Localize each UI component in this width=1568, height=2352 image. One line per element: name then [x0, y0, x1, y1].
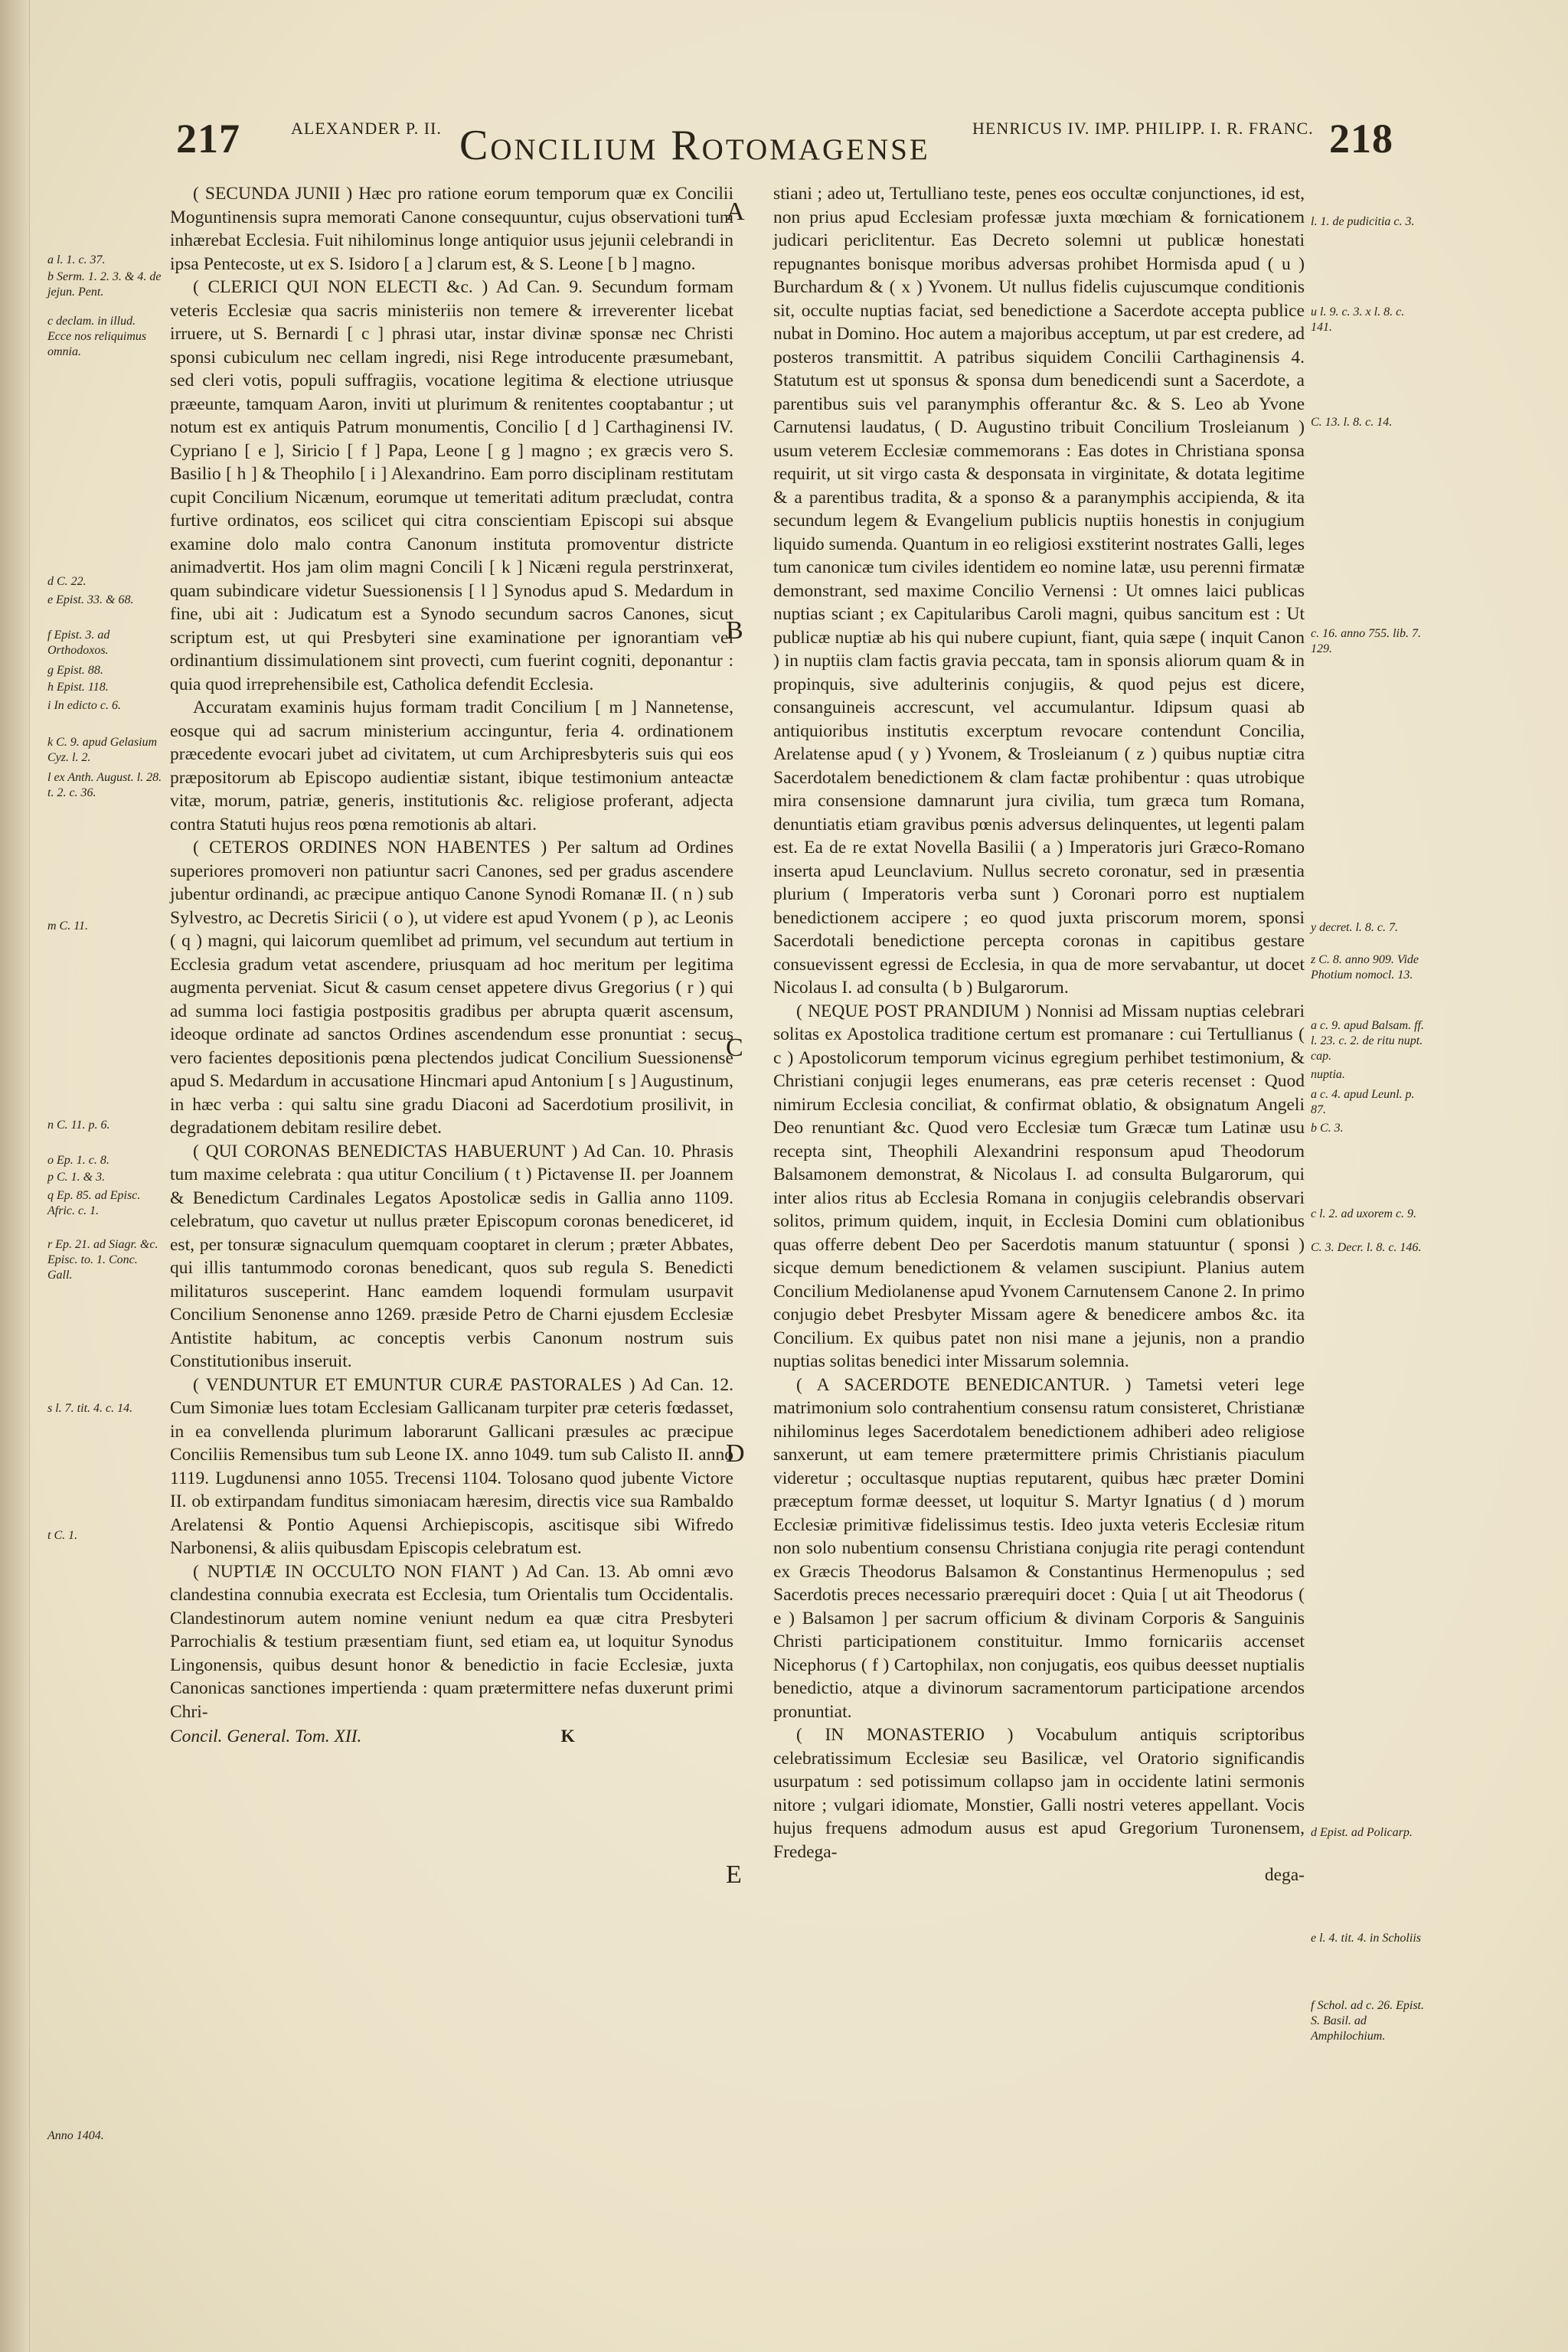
margin-note: d Epist. ad Policarp.	[1311, 1826, 1413, 1839]
gathering-mark: K	[560, 1726, 575, 1746]
margin-note: l ex Anth. August. l. 28. t. 2. c. 36.	[47, 771, 162, 799]
paragraph: ( IN MONASTERIO ) Vocabulum antiquis scriptoribus celebratissimum Ecclesiæ seu Basilicæ, vel Oratorio significandis usurpatum : sed potissimum collapso jam in occidente latini sermonis nitore ; vulgari idiomate, Monstier, Galli nostri veteres appellant. Vocis hujus frequens admodum ausus est apud Gregorium Turonensem, Fredega-	[773, 1725, 1305, 1862]
running-header	[176, 115, 1393, 191]
section-letter-a: A	[726, 198, 745, 226]
catchword: dega-	[1264, 1865, 1305, 1885]
section-letter-d: D	[726, 1439, 745, 1468]
paragraph: ( A SACERDOTE BENEDICANTUR. ) Tametsi veteri lege matrimonium solo contrahentium consensu ratum consisteret, Christianæ nihilominus leges Sacerdotalem benedictionem adhiberi adeo religiose sanxerunt, ut eam temere prætermittere primis Christianis piaculum videretur ; occultasque nuptias reputarent, quibus hæc præter Domini præceptum formæ deesset, ut loquitur S. Martyr Ignatius ( d ) morum Ecclesiæ primitivæ fidelissimus testis. Ideo juxta veteris Ecclesiæ ritum non solo nubentium consensu Christiana conjugia rite peragi contendunt ex Græcis Theodorus Balsamon & Constantinus Hermenopulus ; sed Sacerdotis preces necessario prærequiri docet : Quia [ ut ait Theodorus ( e ) Balsamon ] per sacrum officium & divinam Corporis & Sanguinis Christi participationem constituitur. Immo fornicariis accenset Nicephorus ( f ) Cartophilax, non conjugatis, eos quibus deesset nuptialis benedictio, atque a divinorum sacramentorum participatione arcendos pronuntiat.	[773, 1374, 1305, 1722]
paragraph: ( CLERICI QUI NON ELECTI &c. ) Ad Can. 9. Secundum formam veteris Ecclesiæ qua sacris ministeriis non temere & irreverenter licebat irruere, ut S. Bernardi [ c ] phrasi utar, instar divinæ sponsæ nec Christi sponsi cubiculum nec cellam ingredi, nisi Rege introducente præsumebant, sed cleri votis, populi suffragiis, vocatione legitima & electione utriusque præeunte, tamquam Aaron, inviti ut plurimum & renitentes cooptabantur ; ut notum est ex antiquis Patrum monumentis, Concilio [ d ] Carthaginensi IV. Cypriano [ e ], Siricio [ f ] Papa, Leone [ g ] magno ; ex græcis vero S. Basilio [ h ] & Theophilo [ i ] Alexandrino. Eam porro disciplinam restitutam cupit Concilium Nicænum, eorumque ut temeritati aditum præcludat, contra furtive ordinatos, eos scilicet qui citra conscientiam Episcopi sui absque examine dolo malo contra Canonum instituta promoventur districte animadvertit. Hos jam olim magni Concili [ k ] Nicæni regula perstrinxerat, quam subindicare videtur Suessionensis [ l ] Synodus apud S. Medardum in fine, ubi ait : Judicatum est a Synodo secundum sacros Canones, sicut scriptum est, ut qui Presbyteri sine examinatione per ignorantiam vel ordinantium dissimulationem sint provecti, cum fuerint cogniti, deponantur : quia quod irreprehensibile est, Catholica defendit Ecclesia.	[170, 277, 733, 694]
paragraph: ( VENDUNTUR ET EMUNTUR CURÆ PASTORALES ) Ad Can. 12. Cum Simoniæ lues totam Ecclesiam Gallicanam turpiter præ ceteris fœdasset, in ea convellenda plurimum laborarunt Gallicani præsules ac præcipue Conciliis Remensibus tum sub Leone IX. anno 1049. tum sub Calisto II. anno 1119. Lugdunensi anno 1055. Trecensi 1104. Tolosano quod jubente Victore II. ob extirpandam funditus simoniacam hæresim, directis vice sua Rambaldo Arelatensi & Pontio Aquensi Archiepiscopis, ascitisque sibi Wifredo Narbonensi, & aliis quibusdam Episcopis celebratum est.	[170, 1374, 733, 1558]
margin-note: u l. 9. c. 3. x l. 8. c. 141.	[1311, 305, 1405, 334]
paragraph: ( SECUNDA JUNII ) Hæc pro ratione eorum temporum quæ ex Concilii Moguntinensis supra memorati Canone consequuntur, cujus observationi tum inhærebat Ecclesia. Fuit nihilominus longe antiquior usus jejunii celebrandi in ipsa Pentecoste, ut ex S. Isidoro [ a ] clarum est, & S. Leone [ b ] magno.	[170, 184, 733, 274]
margin-note: C. 3. Decr. l. 8. c. 146.	[1311, 1241, 1422, 1254]
left-column	[170, 182, 733, 1749]
margin-note: c declam. in illud. Ecce nos reliquimus omnia.	[47, 315, 147, 358]
margin-note: k C. 9. apud Gelasium Cyz. l. 2.	[47, 736, 158, 764]
margin-note: m C. 11.	[47, 920, 89, 933]
margin-note: q Ep. 85. ad Episc. Afric. c. 1.	[47, 1189, 141, 1217]
margin-note: d C. 22.	[47, 575, 87, 588]
margin-note: f Epist. 3. ad Orthodoxos.	[47, 629, 110, 657]
margin-note: f Schol. ad c. 26. Epist. S. Basil. ad Amphilochium.	[1311, 1999, 1424, 2043]
margin-note: g Epist. 88.	[47, 664, 103, 677]
margin-note: r Ep. 21. ad Siagr. &c. Episc. to. 1. Conc. Gall.	[47, 1238, 158, 1282]
margin-note: z C. 8. anno 909. Vide Photium nomocl. 13.	[1311, 953, 1419, 982]
margin-note: s l. 7. tit. 4. c. 14.	[47, 1402, 133, 1415]
paragraph: ( CETEROS ORDINES NON HABENTES ) Per saltum ad Ordines superiores promoveri non patiuntur sacri Canones, sed per gradus ascendere jubentur ordinandi, ac præcipue antiquo Canone Synodi Romanæ II. ( n ) sub Sylvestro, ac Decretis Siricii ( o ), ut videre est apud Yvonem ( p ), ac Leonis ( q ) magni, qui laicorum quemlibet ad primum, vel secundum aut tertium in Ecclesia gradum vetat ascendere, priusquam ad hoc meritum per legitima augmenta perveniat. Sicut & casum censet appetere divus Gregorius ( r ) qui ad summa loci fastigia postpositis gradibus per abrupta quærit ascensum, ideoque ordinate ad sanctos Ordines ascendendum esse pronuntiat : secus vero facientes depositionis pœna plectendos judicat Concilium Suessionense apud S. Medardum in accusatione Hincmari apud Antonium [ s ] Augustinum, in hæc verba : qui saltu sine gradu Diaconi ad Sacerdotium prosilivit, in degradationem debitam resilire debet.	[170, 838, 733, 1138]
binding-gutter	[0, 0, 30, 2352]
left-running-head: ALEXANDER P. II.	[291, 119, 442, 138]
section-letter-b: B	[726, 616, 743, 645]
left-page-number: 217	[176, 116, 240, 162]
paragraph: ( NUPTIÆ IN OCCULTO NON FIANT ) Ad Can. 13. Ab omni ævo clandestina connubia execrata est Ecclesia, tum Orientalis tum Occidentalis. Clandestinorum autem nomine veniunt nedum ea quæ citra Presbyteri Parrochialis & testium præsentiam fiunt, sed etiam ea, ut loquitur Synodus Lingonensis, quibus desunt honor & benedictio in facie Ecclesiæ, juxta Canonicas sanctiones impertienda : quam prætermittere nefas duxerunt primi Chri-	[170, 1561, 733, 1722]
paragraph: stiani ; adeo ut, Tertulliano teste, penes eos occultæ conjunctiones, id est, non prius apud Ecclesiam professæ juxta mœchiam & fornicationem judicari periclitentur. Eas Decreto solemni ut publicæ honestati repugnantes bonisque moribus adversas prohibet Hormisda apud ( u ) Burchardum & ( x ) Yvonem. Ut nullus fidelis cujuscumque conditionis sit, occulte nuptias faciat, sed benedictione a Sacerdote accepta publice nubat in Domino. Hoc autem a majoribus acceptum, ut par est credere, ad posteros transmittit. A patribus siquidem Concilii Carthaginensis 4. Statutum est ut sponsus & sponsa dum benedicendi sunt a Sacerdote, a parentibus suis vel paranymphis offerantur &c. & S. Leo ab Yvone Carnutensi laudatus, ( D. Augustino tribuit Concilium Trosleianum ) usum veterem Ecclesiæ commemorans : Eas dotes in Christiana sponsa requirit, ut sit virgo casta & desponsata in virginitate, & dotata legitime & a parentibus tradita, & a sponso & a paranymphis accipienda, & ita secundum legem & Evangelium publicis nuptiis honestis in conjugium liquido sumenda. Quantum in eo religiosi exstiterint nostrates Galli, leges tum canonicæ tum civiles identidem eo nomine latæ, usu perenni firmatæ demonstrant, sed maxime Concilio Vernensi : Ut omnes laici publicas nuptias sciant ; ex Capitularibus Caroli magni, quibus sancitum est : Ut publicæ nuptiæ ab his qui nubere cupiunt, fiant, quia sæpe ( inquit Canon ) in nuptiis clam factis gravia peccata, tam in sponsis aliorum quam & in propinquis, sive adulterinis conjugiis, & quod pejus est dicere, consanguineis accrescunt, vel accumulantur. Idipsum quasi ab antiquioribus institutis excerptum revocare contendunt Concilia, Arelatense apud ( y ) Yvonem, & Trosleianum ( z ) quibus nuptiæ citra Sacerdotalem benedictionem & clam factæ prohibentur : quas utrobique mira consensione damnarunt jura civilia, tum græca tum Romana, denuntiatis etiam gravibus pœnis adversus delinquentes, ut legenti palam est. Ea de re extat Novella Basilii ( a ) Imperatoris juri Græco-Romano inserta apud Leunclavium. Nullus secreto coronatur, sed in præsentia plurium ( Imperatoris verba sunt ) Coronari porro est nuptialem benedictionem accipere ; eo quod juxta priscorum morem, sponsi Sacerdotali benedictione percepta coronas in capitibus gestare consuevissent egressi de Ecclesia, in qua de more servabantur, ut docet Nicolaus I. ad consulta ( b ) Bulgarorum.	[773, 184, 1305, 998]
margin-note: C. 13. l. 8. c. 14.	[1311, 416, 1393, 429]
margin-note: i In edicto c. 6.	[47, 699, 121, 712]
margin-note: l. 1. de pudicitia c. 3.	[1311, 215, 1415, 228]
signature-line	[170, 1725, 733, 1749]
paragraph: ( QUI CORONAS BENEDICTAS HABUERUNT ) Ad Can. 10. Phrasis tum maxime celebrata : qua utitur Concilium ( t ) Pictavense II. per Joannem & Benedictum Cardinales Legatos Apostolicæ sedis in Gallia anno 1109. celebratum, quo cavetur ut nullus præter Episcopum coronas benediceret, id est, per tonsuræ signaculum quemquam cooptaret in clerum ; præter Abbates, qui illis tantummodo coronas benedicant, quos sub regula S. Benedicti militaturos susceperint. Hanc eamdem loquendi formulam usurpavit Concilium Senonense anno 1269. præside Petro de Charni ejusdem Ecclesiæ Antistite habitum, ac conceptis verbis Canonum nostrum suis Constitutionibus inseruit.	[170, 1141, 733, 1371]
margin-note: b Serm. 1. 2. 3. & 4. de jejun. Pent.	[47, 270, 162, 299]
margin-note: n C. 11. p. 6.	[47, 1119, 110, 1132]
margin-note: a c. 4. apud Leunl. p. 87.	[1311, 1088, 1415, 1116]
margin-note: p C. 1. & 3.	[47, 1171, 106, 1184]
page-title: Concilium Rotomagense	[459, 122, 930, 169]
margin-note: a l. 1. c. 37.	[47, 253, 106, 266]
section-letter-c: C	[726, 1034, 743, 1062]
volume-signature: Concil. General. Tom. XII.	[170, 1726, 362, 1746]
right-running-head: HENRICUS IV. IMP. PHILIPP. I. R. FRANC.	[972, 119, 1314, 138]
margin-note: Anno 1404.	[47, 2129, 104, 2142]
catchword-line	[773, 1864, 1305, 1887]
margin-note: b C. 3.	[1311, 1122, 1344, 1135]
paragraph: Accuratam examinis hujus formam tradit Concilium [ m ] Nannetense, eosque qui ad sacrum ministerium accinguntur, feria 4. ordinationem præcedente evocari jubet ad civitatem, ut cum Archipresbyteris suis qui eos præpositorum ab Episcopo audientiæ sistant, ibique testimonium anteactæ vitæ, morum, patriæ, generis, institutionis &c. religiose proferant, adjecta contra Statuti hujus reos pœna remotionis ab altari.	[170, 697, 733, 835]
paragraph: ( NEQUE POST PRANDIUM ) Nonnisi ad Missam nuptias celebrari solitas ex Apostolica traditione certum est promanare : cui Tertullianus ( c ) Apostolicorum temporum vicinus egregium perhibet testimonium, & Christiani conjugii leges enumerans, eas præ ceteris recenset : Quod nimirum Ecclesia conciliat, & confirmat oblatio, & obsignatum Angeli Deo renuntiant &c. Quod vero Ecclesiæ tum Græcæ tum Latinæ usu recepta sint, Theophili Alexandrini responsum apud Theodorum Balsamonem demonstrat, & Nicolaus I. ad consulta Bulgarorum, qui inter alios ritus ab Ecclesia Romana in conjugiis celebrandis observari solitos, primum quidem, inquit, in Ecclesia Domini cum oblationibus quas offerre debent Deo per Sacerdotis manum statuuntur ( sponsi ) sicque demum benedictionem & velamen suscipiunt. Planius autem Concilium Mediolanense apud Yvonem Carnutensem Canone 2. In primo conjugio debet Presbyter Missam agere & benedicere ambos &c. ita Concilium. Ex quibus patet non nisi mane a jejunis, non a prandio nuptias solitas benedici inter Missarum solemnia.	[773, 1001, 1305, 1371]
margin-note: t C. 1.	[47, 1529, 78, 1542]
margin-note: e Epist. 33. & 68.	[47, 593, 134, 606]
section-letter-e: E	[726, 1860, 742, 1889]
right-page-number: 218	[1329, 116, 1393, 162]
right-column	[773, 182, 1305, 1887]
margin-note: a c. 9. apud Balsam. ff. l. 23. c. 2. de ritu nupt. cap.	[1311, 1019, 1424, 1063]
margin-note: c l. 2. ad uxorem c. 9.	[1311, 1207, 1417, 1220]
margin-note: c. 16. anno 755. lib. 7. 129.	[1311, 627, 1421, 655]
margin-note: y decret. l. 8. c. 7.	[1311, 921, 1399, 934]
margin-note: h Epist. 118.	[47, 681, 109, 694]
margin-note: e l. 4. tit. 4. in Scholiis	[1311, 1932, 1421, 1945]
margin-note: o Ep. 1. c. 8.	[47, 1154, 109, 1167]
margin-note: nuptia.	[1311, 1068, 1345, 1081]
